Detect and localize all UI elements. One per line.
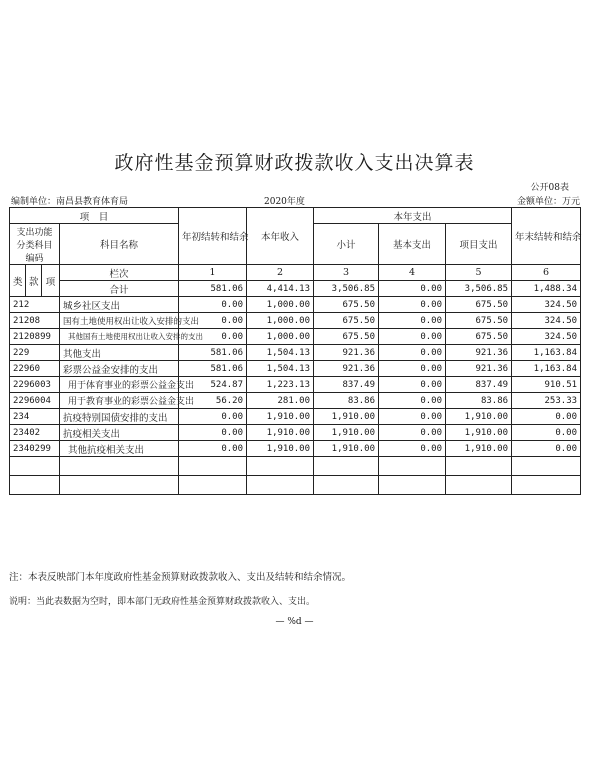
note-line: 注：本表反映部门本年度政府性基金预算财政拨款收入、支出及结转和结余情况。	[9, 572, 352, 583]
col-number: 5	[446, 265, 512, 281]
row-value: 83.86	[446, 393, 512, 409]
row-value: 0.00	[179, 313, 247, 329]
row-name: 用于教育事业的彩票公益金支出	[60, 393, 179, 409]
row-value: 921.36	[446, 345, 512, 361]
row-value: 1,223.13	[247, 377, 314, 393]
row-value: 0.00	[379, 361, 446, 377]
header-row-4	[10, 265, 581, 281]
row-value: 0.00	[512, 425, 581, 441]
row-value: 675.50	[446, 297, 512, 313]
table-row	[10, 425, 581, 441]
row-code: 212	[10, 297, 60, 313]
empty-row	[10, 457, 581, 476]
row-value: 0.00	[379, 329, 446, 345]
header-kuan: 款	[26, 265, 42, 297]
row-value: 910.51	[512, 377, 581, 393]
row-value: 837.49	[314, 377, 379, 393]
row-value: 0.00	[179, 441, 247, 457]
header-begin-balance: 年初结转和结余	[179, 208, 247, 265]
total-end-balance: 1,488.34	[512, 281, 581, 297]
row-name: 城乡社区支出	[60, 297, 179, 313]
header-current-expenditure: 本年支出	[314, 208, 512, 224]
header-subtotal: 小计	[314, 224, 379, 265]
row-name: 用于体育事业的彩票公益金支出	[60, 377, 179, 393]
row-value: 921.36	[314, 345, 379, 361]
row-value: 253.33	[512, 393, 581, 409]
row-value: 0.00	[179, 297, 247, 313]
row-value: 0.00	[379, 441, 446, 457]
row-value: 1,910.00	[247, 409, 314, 425]
row-value: 0.00	[379, 425, 446, 441]
row-code: 2296003	[10, 377, 60, 393]
table-row	[10, 361, 581, 377]
row-value: 281.00	[247, 393, 314, 409]
total-subtotal: 3,506.85	[314, 281, 379, 297]
row-value: 581.06	[179, 345, 247, 361]
col-number: 3	[314, 265, 379, 281]
row-value: 0.00	[379, 393, 446, 409]
col-number: 1	[179, 265, 247, 281]
row-value: 1,000.00	[247, 297, 314, 313]
row-value: 1,000.00	[247, 313, 314, 329]
row-value: 0.00	[512, 409, 581, 425]
report-year: 2020年度	[264, 197, 305, 207]
table-row	[10, 329, 581, 345]
col-number: 4	[379, 265, 446, 281]
row-value: 56.20	[179, 393, 247, 409]
row-value: 675.50	[314, 313, 379, 329]
row-value: 0.00	[379, 313, 446, 329]
compiling-unit: 编制单位：南昌县教育体育局	[11, 197, 129, 207]
row-value: 1,910.00	[247, 425, 314, 441]
row-code: 2340299	[10, 441, 60, 457]
total-row	[10, 281, 581, 297]
row-value: 1,504.13	[247, 361, 314, 377]
row-value: 1,910.00	[247, 441, 314, 457]
column-label: 栏次	[60, 265, 179, 281]
header-end-balance: 年末结转和结余	[512, 208, 581, 265]
header-subject-name: 科目名称	[60, 224, 179, 265]
header-project: 项 目	[10, 208, 179, 224]
header-current-income: 本年收入	[247, 208, 314, 265]
header-row-1	[10, 208, 581, 224]
row-name: 抗疫相关支出	[60, 425, 179, 441]
header-lei: 类	[10, 265, 26, 297]
row-value: 0.00	[179, 409, 247, 425]
row-value: 837.49	[446, 377, 512, 393]
table-row	[10, 441, 581, 457]
header-basic-expenditure: 基本支出	[379, 224, 446, 265]
empty-row	[10, 476, 581, 495]
row-code: 234	[10, 409, 60, 425]
row-name: 国有土地使用权出让收入安排的支出	[60, 313, 179, 329]
row-name: 其他国有土地使用权出让收入安排的支出	[60, 329, 179, 345]
row-value: 324.50	[512, 313, 581, 329]
row-value: 0.00	[379, 297, 446, 313]
row-value: 1,000.00	[247, 329, 314, 345]
row-value: 1,504.13	[247, 345, 314, 361]
table-row	[10, 393, 581, 409]
row-code: 2296004	[10, 393, 60, 409]
row-value: 1,910.00	[446, 441, 512, 457]
table-row	[10, 409, 581, 425]
row-value: 0.00	[379, 345, 446, 361]
row-value: 83.86	[314, 393, 379, 409]
row-value: 1,910.00	[446, 409, 512, 425]
table-row	[10, 377, 581, 393]
row-value: 921.36	[314, 361, 379, 377]
row-value: 0.00	[512, 441, 581, 457]
row-code: 22960	[10, 361, 60, 377]
row-value: 0.00	[179, 425, 247, 441]
row-code: 21208	[10, 313, 60, 329]
row-value: 675.50	[314, 329, 379, 345]
row-name: 其他支出	[60, 345, 179, 361]
row-value: 1,163.84	[512, 361, 581, 377]
row-code: 23402	[10, 425, 60, 441]
form-code: 公开08表	[530, 183, 569, 193]
amount-unit: 金额单位：万元	[516, 197, 580, 207]
row-name: 抗疫特别国债安排的支出	[60, 409, 179, 425]
header-project-expenditure: 项目支出	[446, 224, 512, 265]
table-row	[10, 297, 581, 313]
header-xiang: 项	[42, 265, 60, 297]
notes	[9, 565, 351, 615]
total-label: 合计	[60, 281, 179, 297]
row-code: 2120899	[10, 329, 60, 345]
row-code: 229	[10, 345, 60, 361]
row-value: 675.50	[314, 297, 379, 313]
row-value: 1,910.00	[314, 409, 379, 425]
row-name: 其他抗疫相关支出	[60, 441, 179, 457]
row-value: 324.50	[512, 297, 581, 313]
total-project: 3,506.85	[446, 281, 512, 297]
budget-table	[9, 207, 581, 495]
total-basic: 0.00	[379, 281, 446, 297]
header-func-code: 支出功能分类科目编码	[10, 224, 60, 265]
row-value: 675.50	[446, 329, 512, 345]
col-number: 6	[512, 265, 581, 281]
row-value: 0.00	[379, 377, 446, 393]
row-value: 524.87	[179, 377, 247, 393]
row-value: 324.50	[512, 329, 581, 345]
row-value: 581.06	[179, 361, 247, 377]
total-begin-balance: 581.06	[179, 281, 247, 297]
table-row	[10, 313, 581, 329]
col-number: 2	[247, 265, 314, 281]
row-value: 921.36	[446, 361, 512, 377]
table-row	[10, 345, 581, 361]
total-current-income: 4,414.13	[247, 281, 314, 297]
row-value: 0.00	[379, 409, 446, 425]
page-title: 政府性基金预算财政拨款收入支出决算表	[114, 152, 475, 174]
row-name: 彩票公益金安排的支出	[60, 361, 179, 377]
row-value: 1,910.00	[314, 425, 379, 441]
row-value: 675.50	[446, 313, 512, 329]
page-number: — %d —	[275, 617, 314, 627]
row-value: 1,910.00	[314, 441, 379, 457]
note-line: 说明：当此表数据为空时，即本部门无政府性基金预算财政拨款收入、支出。	[9, 597, 316, 607]
row-value: 1,910.00	[446, 425, 512, 441]
row-value: 0.00	[179, 329, 247, 345]
row-value: 1,163.84	[512, 345, 581, 361]
